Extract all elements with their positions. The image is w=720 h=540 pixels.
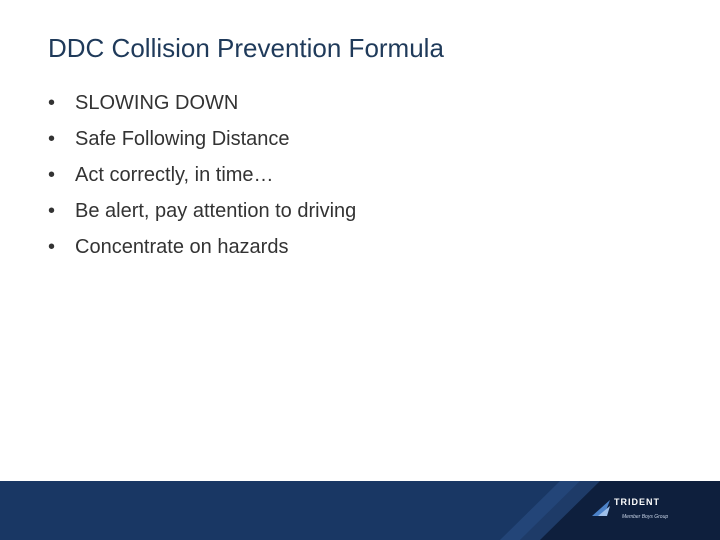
trident-logo [590, 494, 680, 528]
trident-logo-icon [590, 496, 614, 520]
bullet-item: • SLOWING DOWN [48, 91, 378, 115]
bullet-list [48, 91, 378, 271]
bullet-item: • Concentrate on hazards [48, 235, 378, 259]
bullet-item: • Be alert, pay attention to driving [48, 199, 378, 223]
slide-title: DDC Collision Prevention Formula [48, 33, 444, 63]
bullet-item: • Safe Following Distance [48, 127, 378, 151]
logo-name: TRIDENT [614, 497, 660, 507]
logo-tagline: Member Boys Group [622, 514, 669, 520]
bullet-item: • Act correctly, in time… [48, 163, 378, 187]
